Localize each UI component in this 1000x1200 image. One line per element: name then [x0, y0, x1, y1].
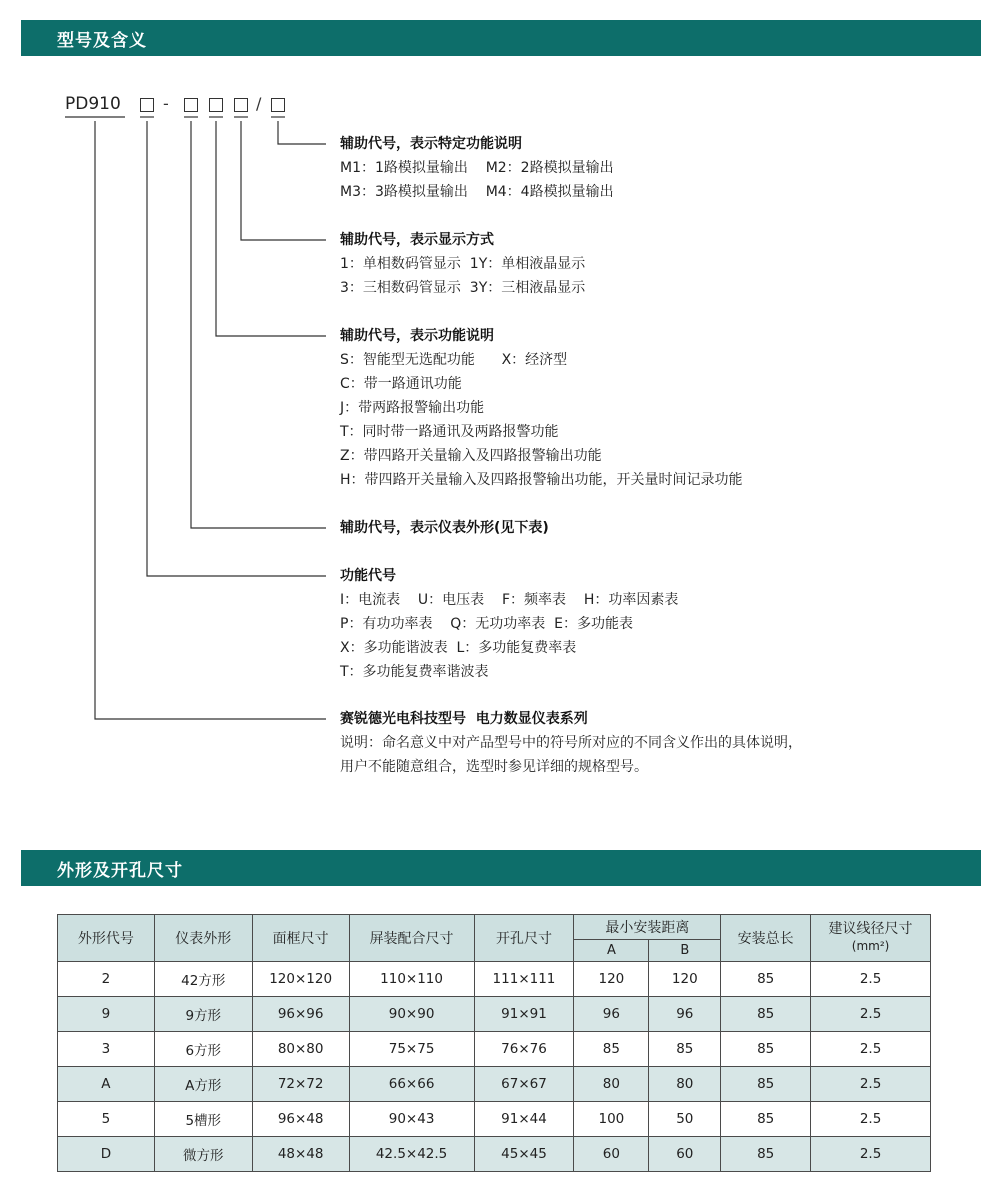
desc-aux-display	[340, 228, 585, 300]
table-cell: 80	[574, 1067, 649, 1102]
table-cell: 80	[649, 1067, 721, 1102]
table-cell: 60	[649, 1137, 721, 1172]
desc-line: H：带四路开关量输入及四路报警输出功能，开关量时间记录功能	[340, 472, 743, 488]
desc-line: M3：3路模拟量输出 M4：4路模拟量输出	[340, 184, 614, 200]
code-slash: /	[256, 94, 262, 113]
table-cell: 85	[721, 997, 811, 1032]
desc-line: I：电流表 U：电压表 F：频率表 H：功率因素表	[340, 592, 679, 608]
table-cell: 96	[574, 997, 649, 1032]
table-row	[58, 962, 931, 997]
table-cell: 85	[721, 1032, 811, 1067]
header-total-length: 安装总长	[721, 915, 811, 962]
desc-aux-shape	[340, 516, 549, 540]
table-cell: D	[58, 1137, 155, 1172]
table-row	[58, 997, 931, 1032]
header-min-distance: 最小安装距离	[574, 915, 721, 940]
header-b: B	[649, 940, 721, 962]
section-header-dimension	[21, 850, 981, 886]
table-cell: 75×75	[349, 1032, 474, 1067]
code-box-aux-special	[271, 98, 285, 112]
table-cell: A	[58, 1067, 155, 1102]
table-cell: 50	[649, 1102, 721, 1137]
table-cell: 85	[721, 1137, 811, 1172]
table-row	[58, 1067, 931, 1102]
table-cell: 85	[649, 1032, 721, 1067]
table-cell: 5槽形	[154, 1102, 252, 1137]
section-title-dimension: 外形及开孔尺寸	[57, 860, 183, 881]
table-cell: 91×91	[474, 997, 574, 1032]
code-box-aux-display	[234, 98, 248, 112]
header-wire-size-line2: (mm²)	[851, 939, 890, 953]
table-cell: 9方形	[154, 997, 252, 1032]
table-cell: 66×66	[349, 1067, 474, 1102]
code-dash: -	[163, 94, 169, 113]
code-box-aux-function	[209, 98, 223, 112]
table-cell: 2.5	[811, 1137, 931, 1172]
desc-line: 用户不能随意组合，选型时参见详细的规格型号。	[340, 759, 648, 775]
table-cell: 90×43	[349, 1102, 474, 1137]
desc-line: 3：三相数码管显示 3Y：三相液晶显示	[340, 280, 586, 296]
desc-line: Z：带四路开关量输入及四路报警输出功能	[340, 448, 602, 464]
table-cell: 110×110	[349, 962, 474, 997]
table-cell: 9	[58, 997, 155, 1032]
desc-series	[340, 707, 802, 779]
desc-line: J：带两路报警输出功能	[340, 400, 485, 416]
table-cell: 2	[58, 962, 155, 997]
table-cell: 96×48	[252, 1102, 349, 1137]
table-cell: 42.5×42.5	[349, 1137, 474, 1172]
desc-line: 说明：命名意义中对产品型号中的符号所对应的不同含义作出的具体说明，	[340, 735, 802, 751]
desc-line: T：多功能复费率谐波表	[340, 664, 489, 680]
header-hole: 开孔尺寸	[474, 915, 574, 962]
desc-aux-function-heading: 辅助代号，表示功能说明	[340, 328, 494, 344]
table-cell: 2.5	[811, 1102, 931, 1137]
table-row	[58, 1102, 931, 1137]
table-cell: 2.5	[811, 997, 931, 1032]
desc-line: S：智能型无选配功能 X：经济型	[340, 352, 568, 368]
table-cell: 91×44	[474, 1102, 574, 1137]
table-cell: 60	[574, 1137, 649, 1172]
dimension-table	[57, 914, 931, 1172]
table-cell: 76×76	[474, 1032, 574, 1067]
desc-aux-shape-heading: 辅助代号，表示仪表外形(见下表)	[340, 520, 549, 536]
desc-aux-function	[340, 324, 743, 492]
header-code: 外形代号	[58, 915, 155, 962]
table-cell: 96	[649, 997, 721, 1032]
code-box-function	[140, 98, 154, 112]
desc-aux-special-heading: 辅助代号，表示特定功能说明	[340, 136, 522, 152]
table-cell: 2.5	[811, 1067, 931, 1102]
header-shape: 仪表外形	[154, 915, 252, 962]
header-wire-size-line1: 建议线径尺寸	[828, 921, 913, 937]
table-cell: 80×80	[252, 1032, 349, 1067]
table-cell: 111×111	[474, 962, 574, 997]
desc-line: X：多功能谐波表 L：多功能复费率表	[340, 640, 577, 656]
table-cell: 85	[721, 1102, 811, 1137]
desc-aux-special	[340, 132, 614, 204]
desc-line: P：有功功率表 Q：无功功率表 E：多功能表	[340, 616, 634, 632]
model-code-prefix: PD910	[65, 94, 121, 114]
table-cell: 85	[574, 1032, 649, 1067]
table-cell: 100	[574, 1102, 649, 1137]
table-cell: 120×120	[252, 962, 349, 997]
table-cell: 120	[574, 962, 649, 997]
desc-line: C：带一路通讯功能	[340, 376, 462, 392]
code-box-shape	[184, 98, 198, 112]
table-cell: 96×96	[252, 997, 349, 1032]
table-cell: 120	[649, 962, 721, 997]
desc-line: M1：1路模拟量输出 M2：2路模拟量输出	[340, 160, 614, 176]
desc-series-heading: 赛锐德光电科技型号 电力数显仪表系列	[340, 711, 588, 727]
desc-func-code-heading: 功能代号	[340, 568, 396, 584]
section-title-model: 型号及含义	[57, 30, 147, 51]
table-cell: 42方形	[154, 962, 252, 997]
table-cell: 6方形	[154, 1032, 252, 1067]
desc-aux-display-heading: 辅助代号，表示显示方式	[340, 232, 494, 248]
desc-line: T：同时带一路通讯及两路报警功能	[340, 424, 559, 440]
table-cell: 85	[721, 1067, 811, 1102]
table-cell: 3	[58, 1032, 155, 1067]
header-frame: 面框尺寸	[252, 915, 349, 962]
header-wire-size	[811, 915, 931, 962]
table-cell: 2.5	[811, 1032, 931, 1067]
table-cell: 48×48	[252, 1137, 349, 1172]
table-cell: 45×45	[474, 1137, 574, 1172]
table-cell: 85	[721, 962, 811, 997]
table-row	[58, 1137, 931, 1172]
table-row	[58, 1032, 931, 1067]
desc-func-code	[340, 564, 678, 684]
section-header-model	[21, 20, 981, 56]
table-cell: 5	[58, 1102, 155, 1137]
table-cell: 67×67	[474, 1067, 574, 1102]
desc-line: 1：单相数码管显示 1Y：单相液晶显示	[340, 256, 586, 272]
header-panel: 屏装配合尺寸	[349, 915, 474, 962]
table-cell: 90×90	[349, 997, 474, 1032]
table-cell: 72×72	[252, 1067, 349, 1102]
table-cell: 微方形	[154, 1137, 252, 1172]
header-a: A	[574, 940, 649, 962]
table-cell: 2.5	[811, 962, 931, 997]
table-cell: A方形	[154, 1067, 252, 1102]
